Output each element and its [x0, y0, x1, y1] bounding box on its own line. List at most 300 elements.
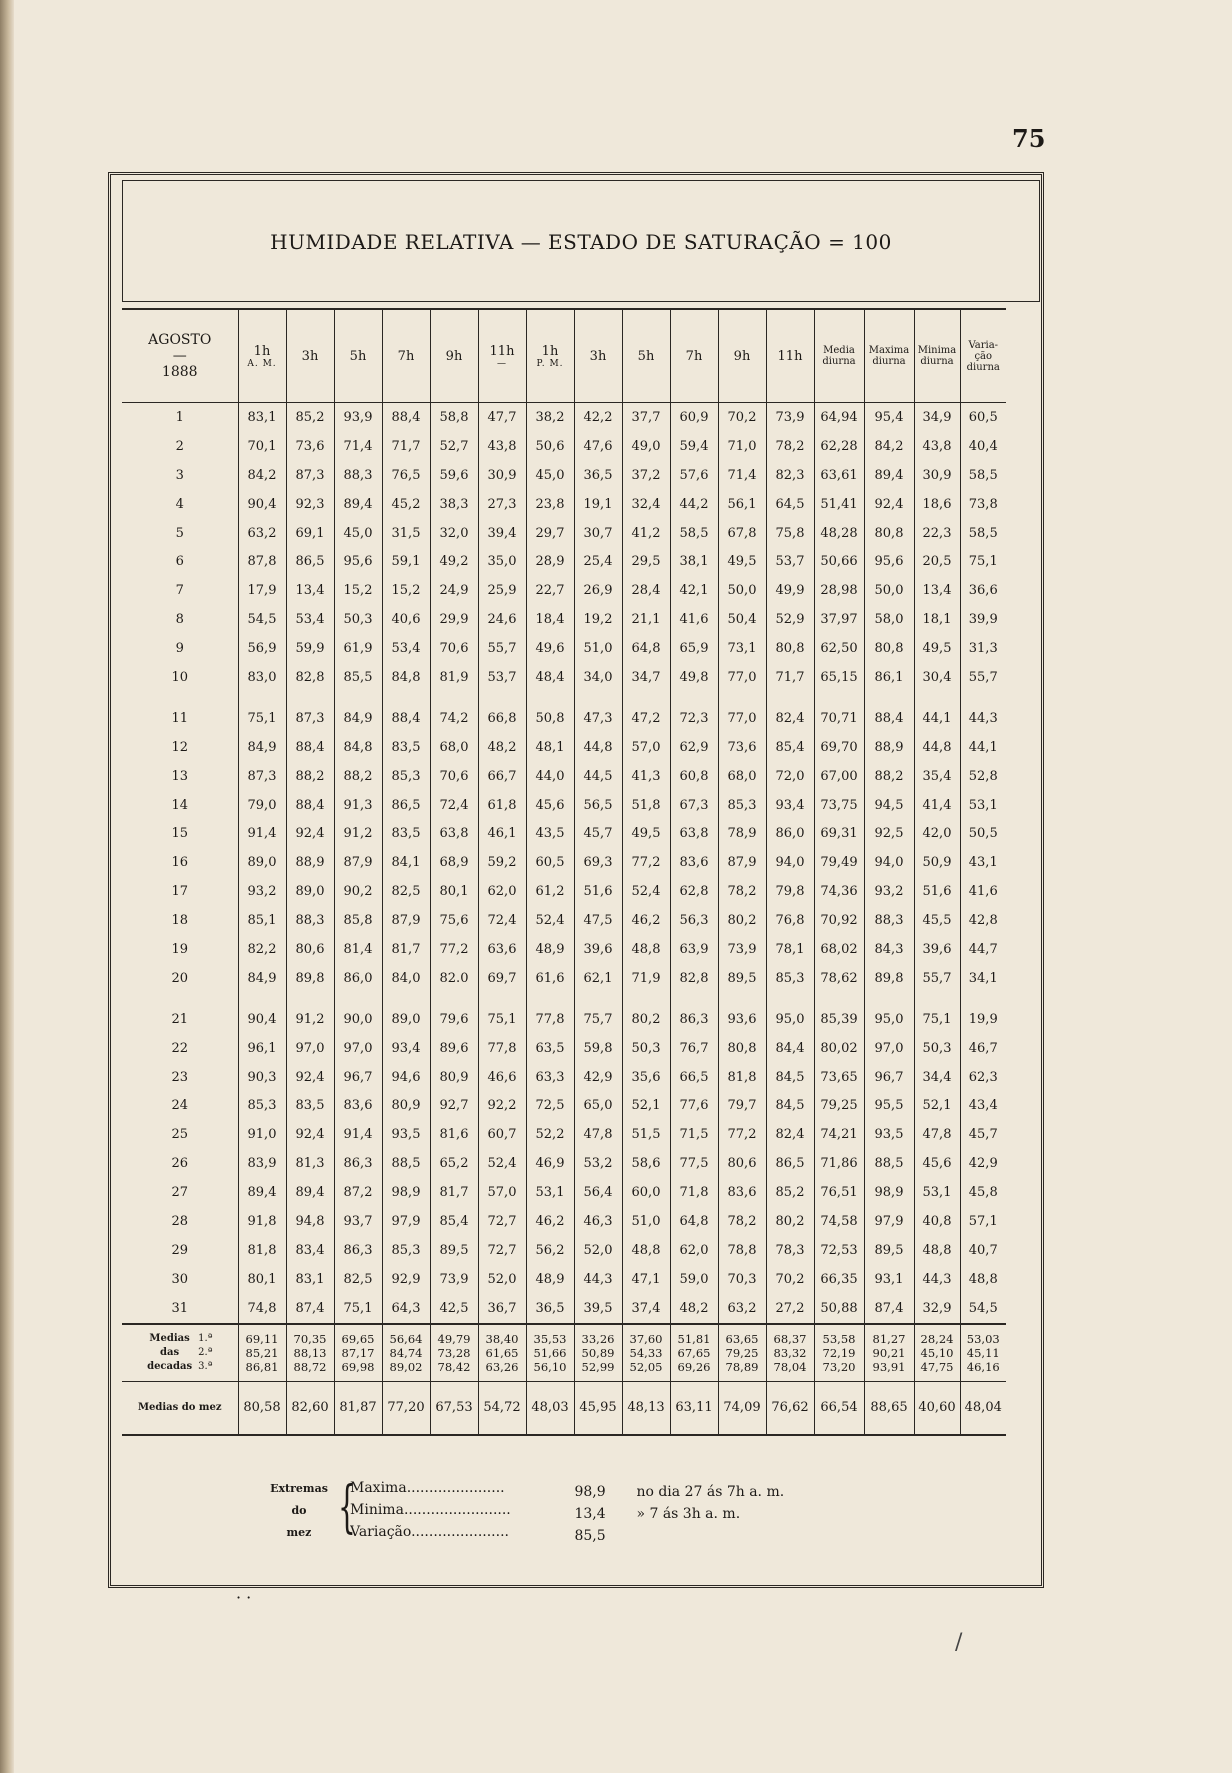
month-mean-cell: 81,87 — [334, 1381, 382, 1435]
hour-header: 5h — [334, 309, 382, 403]
table-row — [122, 519, 1006, 548]
value-cell: 52,7 — [430, 432, 478, 461]
value-cell: 29,9 — [430, 605, 478, 634]
value-cell: 89,0 — [382, 1005, 430, 1034]
value-cell: 61,9 — [334, 634, 382, 663]
day-cell: 18 — [122, 906, 238, 935]
day-cell: 4 — [122, 490, 238, 519]
value-cell: 36,5 — [526, 1294, 574, 1324]
value-cell: 88,4 — [286, 791, 334, 820]
value-cell: 18,6 — [914, 490, 960, 519]
value-cell: 87,3 — [286, 461, 334, 490]
value-cell: 13,4 — [286, 576, 334, 605]
value-cell: 86,1 — [864, 663, 914, 692]
value-cell: 83,5 — [382, 733, 430, 762]
hour-header: 3h — [286, 309, 334, 403]
value-cell: 85,39 — [814, 1005, 864, 1034]
day-cell: 12 — [122, 733, 238, 762]
value-cell: 42,1 — [670, 576, 718, 605]
value-cell: 77,2 — [430, 935, 478, 964]
value-cell: 51,41 — [814, 490, 864, 519]
value-cell: 94,6 — [382, 1063, 430, 1092]
day-cell: 27 — [122, 1178, 238, 1207]
value-cell: 46,2 — [526, 1207, 574, 1236]
month-mean-cell: 76,62 — [766, 1381, 814, 1435]
value-cell: 72,0 — [766, 762, 814, 791]
value-cell: 79,6 — [430, 1005, 478, 1034]
value-cell: 81,7 — [382, 935, 430, 964]
value-cell: 50,8 — [526, 704, 574, 733]
value-cell: 25,4 — [574, 547, 622, 576]
value-cell: 74,8 — [238, 1294, 286, 1324]
value-cell: 91,4 — [334, 1120, 382, 1149]
value-cell: 77,8 — [526, 1005, 574, 1034]
value-cell: 97,0 — [286, 1034, 334, 1063]
value-cell: 82,8 — [286, 663, 334, 692]
value-cell: 81,7 — [430, 1178, 478, 1207]
value-cell: 83,0 — [238, 663, 286, 692]
value-cell: 28,98 — [814, 576, 864, 605]
table-row — [122, 1091, 1006, 1120]
decade-means-label: Medias das decadas 1.ª 2.ª 3.ª — [122, 1324, 238, 1382]
month-means-label: Medias do mez — [122, 1381, 238, 1435]
value-cell: 65,0 — [574, 1091, 622, 1120]
day-cell: 2 — [122, 432, 238, 461]
value-cell: 51,0 — [574, 634, 622, 663]
value-cell: 62,0 — [478, 877, 526, 906]
value-cell: 44,8 — [914, 733, 960, 762]
value-cell: 88,9 — [864, 733, 914, 762]
value-cell: 32,0 — [430, 519, 478, 548]
value-cell: 68,9 — [430, 848, 478, 877]
month-mean-cell: 54,72 — [478, 1381, 526, 1435]
value-cell: 96,7 — [334, 1063, 382, 1092]
value-cell: 77,2 — [622, 848, 670, 877]
hour-header: 9h — [718, 309, 766, 403]
value-cell: 83,6 — [670, 848, 718, 877]
value-cell: 13,4 — [914, 576, 960, 605]
value-cell: 67,00 — [814, 762, 864, 791]
value-cell: 73,65 — [814, 1063, 864, 1092]
value-cell: 19,9 — [968, 1011, 998, 1027]
value-cell: 84,1 — [382, 848, 430, 877]
value-cell: 93,9 — [334, 403, 382, 432]
value-cell: 85,1 — [238, 906, 286, 935]
value-cell: 63,2 — [238, 519, 286, 548]
value-cell: 75,1 — [334, 1294, 382, 1324]
value-cell: 53,7 — [478, 663, 526, 692]
value-cell: 89,5 — [864, 1236, 914, 1265]
value-cell: 50,3 — [334, 605, 382, 634]
value-cell: 78,2 — [718, 877, 766, 906]
decade-value-cell: 63,65 79,25 78,89 — [718, 1324, 766, 1382]
value-cell: 95,5 — [864, 1091, 914, 1120]
value-cell: 98,9 — [382, 1178, 430, 1207]
decade-value-cell: 51,81 67,65 69,26 — [670, 1324, 718, 1382]
value-cell: 78,3 — [766, 1236, 814, 1265]
extreme-maxima: Maxima...................... 98,9 no dia 27 ás 7h a. m. — [350, 1480, 785, 1500]
value-cell: 60,5 — [526, 848, 574, 877]
value-cell: 43,5 — [526, 819, 574, 848]
value-cell: 25,9 — [478, 576, 526, 605]
value-cell: 97,9 — [864, 1207, 914, 1236]
value-cell: 81,4 — [334, 935, 382, 964]
value-cell: 66,5 — [670, 1063, 718, 1092]
table-row — [122, 634, 1006, 663]
value-cell: 78,2 — [766, 432, 814, 461]
value-cell: 85,4 — [766, 733, 814, 762]
value-cell: 84,8 — [334, 733, 382, 762]
value-cell: 80,8 — [864, 519, 914, 548]
table-row — [122, 1034, 1006, 1063]
value-cell: 64,8 — [622, 634, 670, 663]
value-cell: 66,35 — [814, 1265, 864, 1294]
value-cell: 53,4 — [286, 605, 334, 634]
value-cell: 93,2 — [864, 877, 914, 906]
value-cell: 71,7 — [766, 663, 814, 692]
value-cell: 95,0 — [766, 1005, 814, 1034]
value-cell: 82,2 — [238, 935, 286, 964]
value-cell: 89,5 — [718, 964, 766, 993]
value-cell: 47,6 — [574, 432, 622, 461]
value-cell: 83,4 — [286, 1236, 334, 1265]
value-cell: 64,8 — [670, 1207, 718, 1236]
value-cell: 30,4 — [914, 663, 960, 692]
day-cell: 11 — [122, 704, 238, 733]
hour-header: 11h — [766, 309, 814, 403]
value-cell: 85,8 — [334, 906, 382, 935]
value-cell: 89,0 — [286, 877, 334, 906]
value-cell: 88,2 — [286, 762, 334, 791]
value-cell: 75,7 — [574, 1005, 622, 1034]
day-cell: 19 — [122, 935, 238, 964]
value-cell: 81,3 — [286, 1149, 334, 1178]
value-cell: 89,4 — [864, 461, 914, 490]
value-cell: 70,3 — [718, 1265, 766, 1294]
day-cell: 14 — [122, 791, 238, 820]
value-cell: 49,5 — [622, 819, 670, 848]
value-cell: 81,8 — [718, 1063, 766, 1092]
minima-header: Minima diurna — [914, 309, 960, 403]
value-cell: 90,4 — [238, 490, 286, 519]
value-cell: 74,2 — [430, 704, 478, 733]
value-cell: 77,6 — [670, 1091, 718, 1120]
table-row — [122, 1063, 1006, 1092]
value-cell: 52,0 — [574, 1236, 622, 1265]
value-cell: 90,3 — [238, 1063, 286, 1092]
value-cell: 92,2 — [478, 1091, 526, 1120]
value-cell: 75,6 — [430, 906, 478, 935]
value-cell: 76,51 — [814, 1178, 864, 1207]
value-cell: 41,4 — [914, 791, 960, 820]
value-cell: 63,8 — [670, 819, 718, 848]
value-cell: 64,3 — [382, 1294, 430, 1324]
table-row — [122, 819, 1006, 848]
value-cell: 49,5 — [914, 634, 960, 663]
value-cell: 82.0 — [430, 964, 478, 993]
value-cell: 84,5 — [766, 1063, 814, 1092]
day-cell: 24 — [122, 1091, 238, 1120]
value-cell: 48,8 — [622, 1236, 670, 1265]
value-cell: 44,1 — [914, 704, 960, 733]
value-cell: 75,1 — [478, 1005, 526, 1034]
value-cell: 39,5 — [574, 1294, 622, 1324]
value-cell: 88,4 — [382, 403, 430, 432]
value-cell: 88,5 — [864, 1149, 914, 1178]
value-cell: 86,3 — [670, 1005, 718, 1034]
table-row — [122, 877, 1006, 906]
value-cell: 50,3 — [622, 1034, 670, 1063]
value-cell: 43,8 — [914, 432, 960, 461]
value-cell: 57,0 — [478, 1178, 526, 1207]
value-cell: 19,1 — [574, 490, 622, 519]
decade-value-cell: 49,79 73,28 78,42 — [430, 1324, 478, 1382]
value-cell: 28,4 — [622, 576, 670, 605]
value-cell: 77,0 — [718, 704, 766, 733]
day-cell: 30 — [122, 1265, 238, 1294]
value-cell: 85,2 — [766, 1178, 814, 1207]
value-cell: 29,7 — [526, 519, 574, 548]
value-cell: 44,7 — [968, 941, 998, 957]
value-cell: 71,0 — [718, 432, 766, 461]
value-cell: 79,25 — [814, 1091, 864, 1120]
value-cell: 56,3 — [670, 906, 718, 935]
value-cell: 88,4 — [286, 733, 334, 762]
value-cell: 56,2 — [526, 1236, 574, 1265]
value-cell: 64,94 — [814, 403, 864, 432]
value-cell: 70,92 — [814, 906, 864, 935]
value-cell: 43,1 — [968, 855, 998, 871]
table-row — [122, 1178, 1006, 1207]
value-cell: 72,7 — [478, 1236, 526, 1265]
value-cell: 88,4 — [382, 704, 430, 733]
value-cell: 44,3 — [968, 710, 998, 726]
value-cell: 80,8 — [864, 634, 914, 663]
value-cell: 93,4 — [766, 791, 814, 820]
value-cell: 20,5 — [914, 547, 960, 576]
value-cell: 53,1 — [526, 1178, 574, 1207]
value-cell: 43,4 — [968, 1098, 998, 1114]
table-row — [122, 704, 1006, 733]
value-cell: 36,5 — [574, 461, 622, 490]
value-cell: 42,0 — [914, 819, 960, 848]
value-cell: 73,1 — [718, 634, 766, 663]
value-cell: 90,2 — [334, 877, 382, 906]
value-cell: 60,9 — [670, 403, 718, 432]
value-cell: 35,6 — [622, 1063, 670, 1092]
value-cell: 88,3 — [864, 906, 914, 935]
value-cell: 50,0 — [864, 576, 914, 605]
value-cell: 48,8 — [914, 1236, 960, 1265]
value-cell: 58,5 — [968, 467, 998, 483]
decade-value-cell: 53,58 72,19 73,20 — [814, 1324, 864, 1382]
value-cell: 78,8 — [718, 1236, 766, 1265]
value-cell: 68,0 — [718, 762, 766, 791]
value-cell: 68,02 — [814, 935, 864, 964]
value-cell: 82,5 — [382, 877, 430, 906]
value-cell: 50,0 — [718, 576, 766, 605]
value-cell: 40,4 — [968, 438, 998, 454]
decade-value-cell: 69,65 87,17 69,98 — [334, 1324, 382, 1382]
value-cell: 69,70 — [814, 733, 864, 762]
value-cell: 64,5 — [766, 490, 814, 519]
value-cell: 71,8 — [670, 1178, 718, 1207]
value-cell: 97,0 — [864, 1034, 914, 1063]
value-cell: 34,0 — [574, 663, 622, 692]
value-cell: 89,5 — [430, 1236, 478, 1265]
value-cell: 27,2 — [766, 1294, 814, 1324]
value-cell: 63,3 — [526, 1063, 574, 1092]
value-cell: 89,4 — [334, 490, 382, 519]
value-cell: 87,9 — [334, 848, 382, 877]
value-cell: 45,8 — [968, 1185, 998, 1201]
value-cell: 89,6 — [430, 1034, 478, 1063]
table-row — [122, 432, 1006, 461]
value-cell: 49,9 — [766, 576, 814, 605]
table-row — [122, 1120, 1006, 1149]
value-cell: 22,7 — [526, 576, 574, 605]
month-mean-cell: 80,58 — [238, 1381, 286, 1435]
extreme-minima: Minima........................ 13,4 » 7 ás 3h a. m. — [350, 1502, 741, 1522]
value-cell: 49,8 — [670, 663, 718, 692]
value-cell: 87,2 — [334, 1178, 382, 1207]
value-cell: 80,2 — [718, 906, 766, 935]
value-cell: 85,3 — [382, 762, 430, 791]
value-cell: 85,3 — [766, 964, 814, 993]
value-cell: 59,6 — [430, 461, 478, 490]
value-cell: 55,7 — [968, 669, 998, 685]
value-cell: 47,8 — [914, 1120, 960, 1149]
value-cell: 44,1 — [968, 739, 998, 755]
value-cell: 76,7 — [670, 1034, 718, 1063]
value-cell: 38,1 — [670, 547, 718, 576]
value-cell: 92,9 — [382, 1265, 430, 1294]
value-cell: 59,1 — [382, 547, 430, 576]
extremes-label: mez — [286, 1526, 312, 1539]
decade-value-cell: 53,03 45,11 46,16 — [960, 1324, 1006, 1382]
day-cell: 6 — [122, 547, 238, 576]
value-cell: 93,7 — [334, 1207, 382, 1236]
value-cell: 36,6 — [968, 583, 998, 599]
value-cell: 45,2 — [382, 490, 430, 519]
value-cell: 93,1 — [864, 1265, 914, 1294]
value-cell: 84,9 — [238, 733, 286, 762]
value-cell: 48,28 — [814, 519, 864, 548]
value-cell: 88,5 — [382, 1149, 430, 1178]
value-cell: 86,0 — [766, 819, 814, 848]
value-cell: 58,5 — [968, 525, 998, 541]
value-cell: 51,0 — [622, 1207, 670, 1236]
value-cell: 91,3 — [334, 791, 382, 820]
value-cell: 71,4 — [334, 432, 382, 461]
value-cell: 37,7 — [622, 403, 670, 432]
value-cell: 83,6 — [718, 1178, 766, 1207]
value-cell: 82,5 — [334, 1265, 382, 1294]
value-cell: 69,1 — [286, 519, 334, 548]
value-cell: 80,8 — [718, 1034, 766, 1063]
value-cell: 67,8 — [718, 519, 766, 548]
value-cell: 79,7 — [718, 1091, 766, 1120]
value-cell: 44,2 — [670, 490, 718, 519]
value-cell: 71,5 — [670, 1120, 718, 1149]
value-cell: 57,0 — [622, 733, 670, 762]
value-cell: 45,7 — [574, 819, 622, 848]
value-cell: 91,4 — [238, 819, 286, 848]
day-cell: 31 — [122, 1294, 238, 1324]
value-cell: 49,2 — [430, 547, 478, 576]
value-cell: 38,3 — [430, 490, 478, 519]
value-cell: 50,5 — [968, 826, 998, 842]
value-cell: 17,9 — [238, 576, 286, 605]
value-cell: 95,6 — [334, 547, 382, 576]
value-cell: 55,7 — [478, 634, 526, 663]
value-cell: 80,9 — [430, 1063, 478, 1092]
page-binding-edge — [0, 0, 14, 1773]
value-cell: 79,8 — [766, 877, 814, 906]
value-cell: 93,5 — [382, 1120, 430, 1149]
value-cell: 93,2 — [238, 877, 286, 906]
value-cell: 60,7 — [478, 1120, 526, 1149]
value-cell: 84,4 — [766, 1034, 814, 1063]
value-cell: 48,9 — [526, 1265, 574, 1294]
value-cell: 31,3 — [968, 641, 998, 657]
value-cell: 75,1 — [968, 554, 998, 570]
value-cell: 63,9 — [670, 935, 718, 964]
value-cell: 98,9 — [864, 1178, 914, 1207]
value-cell: 62,9 — [670, 733, 718, 762]
value-cell: 66,7 — [478, 762, 526, 791]
value-cell: 89,4 — [238, 1178, 286, 1207]
value-cell: 45,0 — [334, 519, 382, 548]
value-cell: 18,1 — [914, 605, 960, 634]
value-cell: 63,61 — [814, 461, 864, 490]
value-cell: 87,4 — [286, 1294, 334, 1324]
value-cell: 71,9 — [622, 964, 670, 993]
table-row — [122, 1005, 1006, 1034]
value-cell: 59,0 — [670, 1265, 718, 1294]
value-cell: 86,3 — [334, 1236, 382, 1265]
day-cell: 17 — [122, 877, 238, 906]
value-cell: 81,6 — [430, 1120, 478, 1149]
value-cell: 70,2 — [766, 1265, 814, 1294]
value-cell: 45,7 — [968, 1127, 998, 1143]
value-cell: 52,1 — [914, 1091, 960, 1120]
value-cell: 30,7 — [574, 519, 622, 548]
value-cell: 92,4 — [864, 490, 914, 519]
decade-value-cell: 81,27 90,21 93,91 — [864, 1324, 914, 1382]
value-cell: 84,3 — [864, 935, 914, 964]
value-cell: 58,5 — [670, 519, 718, 548]
value-cell: 80,6 — [286, 935, 334, 964]
value-cell: 70,71 — [814, 704, 864, 733]
value-cell: 44,8 — [574, 733, 622, 762]
value-cell: 95,4 — [864, 403, 914, 432]
value-cell: 85,5 — [334, 663, 382, 692]
year: 1888 — [161, 364, 198, 380]
value-cell: 72,7 — [478, 1207, 526, 1236]
value-cell: 56,5 — [574, 791, 622, 820]
value-cell: 49,6 — [526, 634, 574, 663]
value-cell: 80,8 — [766, 634, 814, 663]
value-cell: 89,4 — [286, 1178, 334, 1207]
day-cell: 22 — [122, 1034, 238, 1063]
table-row — [122, 935, 1006, 964]
month-dash: — — [172, 348, 187, 364]
decade-value-cell: 69,11 85,21 86,81 — [238, 1324, 286, 1382]
value-cell: 86,5 — [766, 1149, 814, 1178]
value-cell: 73,6 — [718, 733, 766, 762]
value-cell: 82,8 — [670, 964, 718, 993]
